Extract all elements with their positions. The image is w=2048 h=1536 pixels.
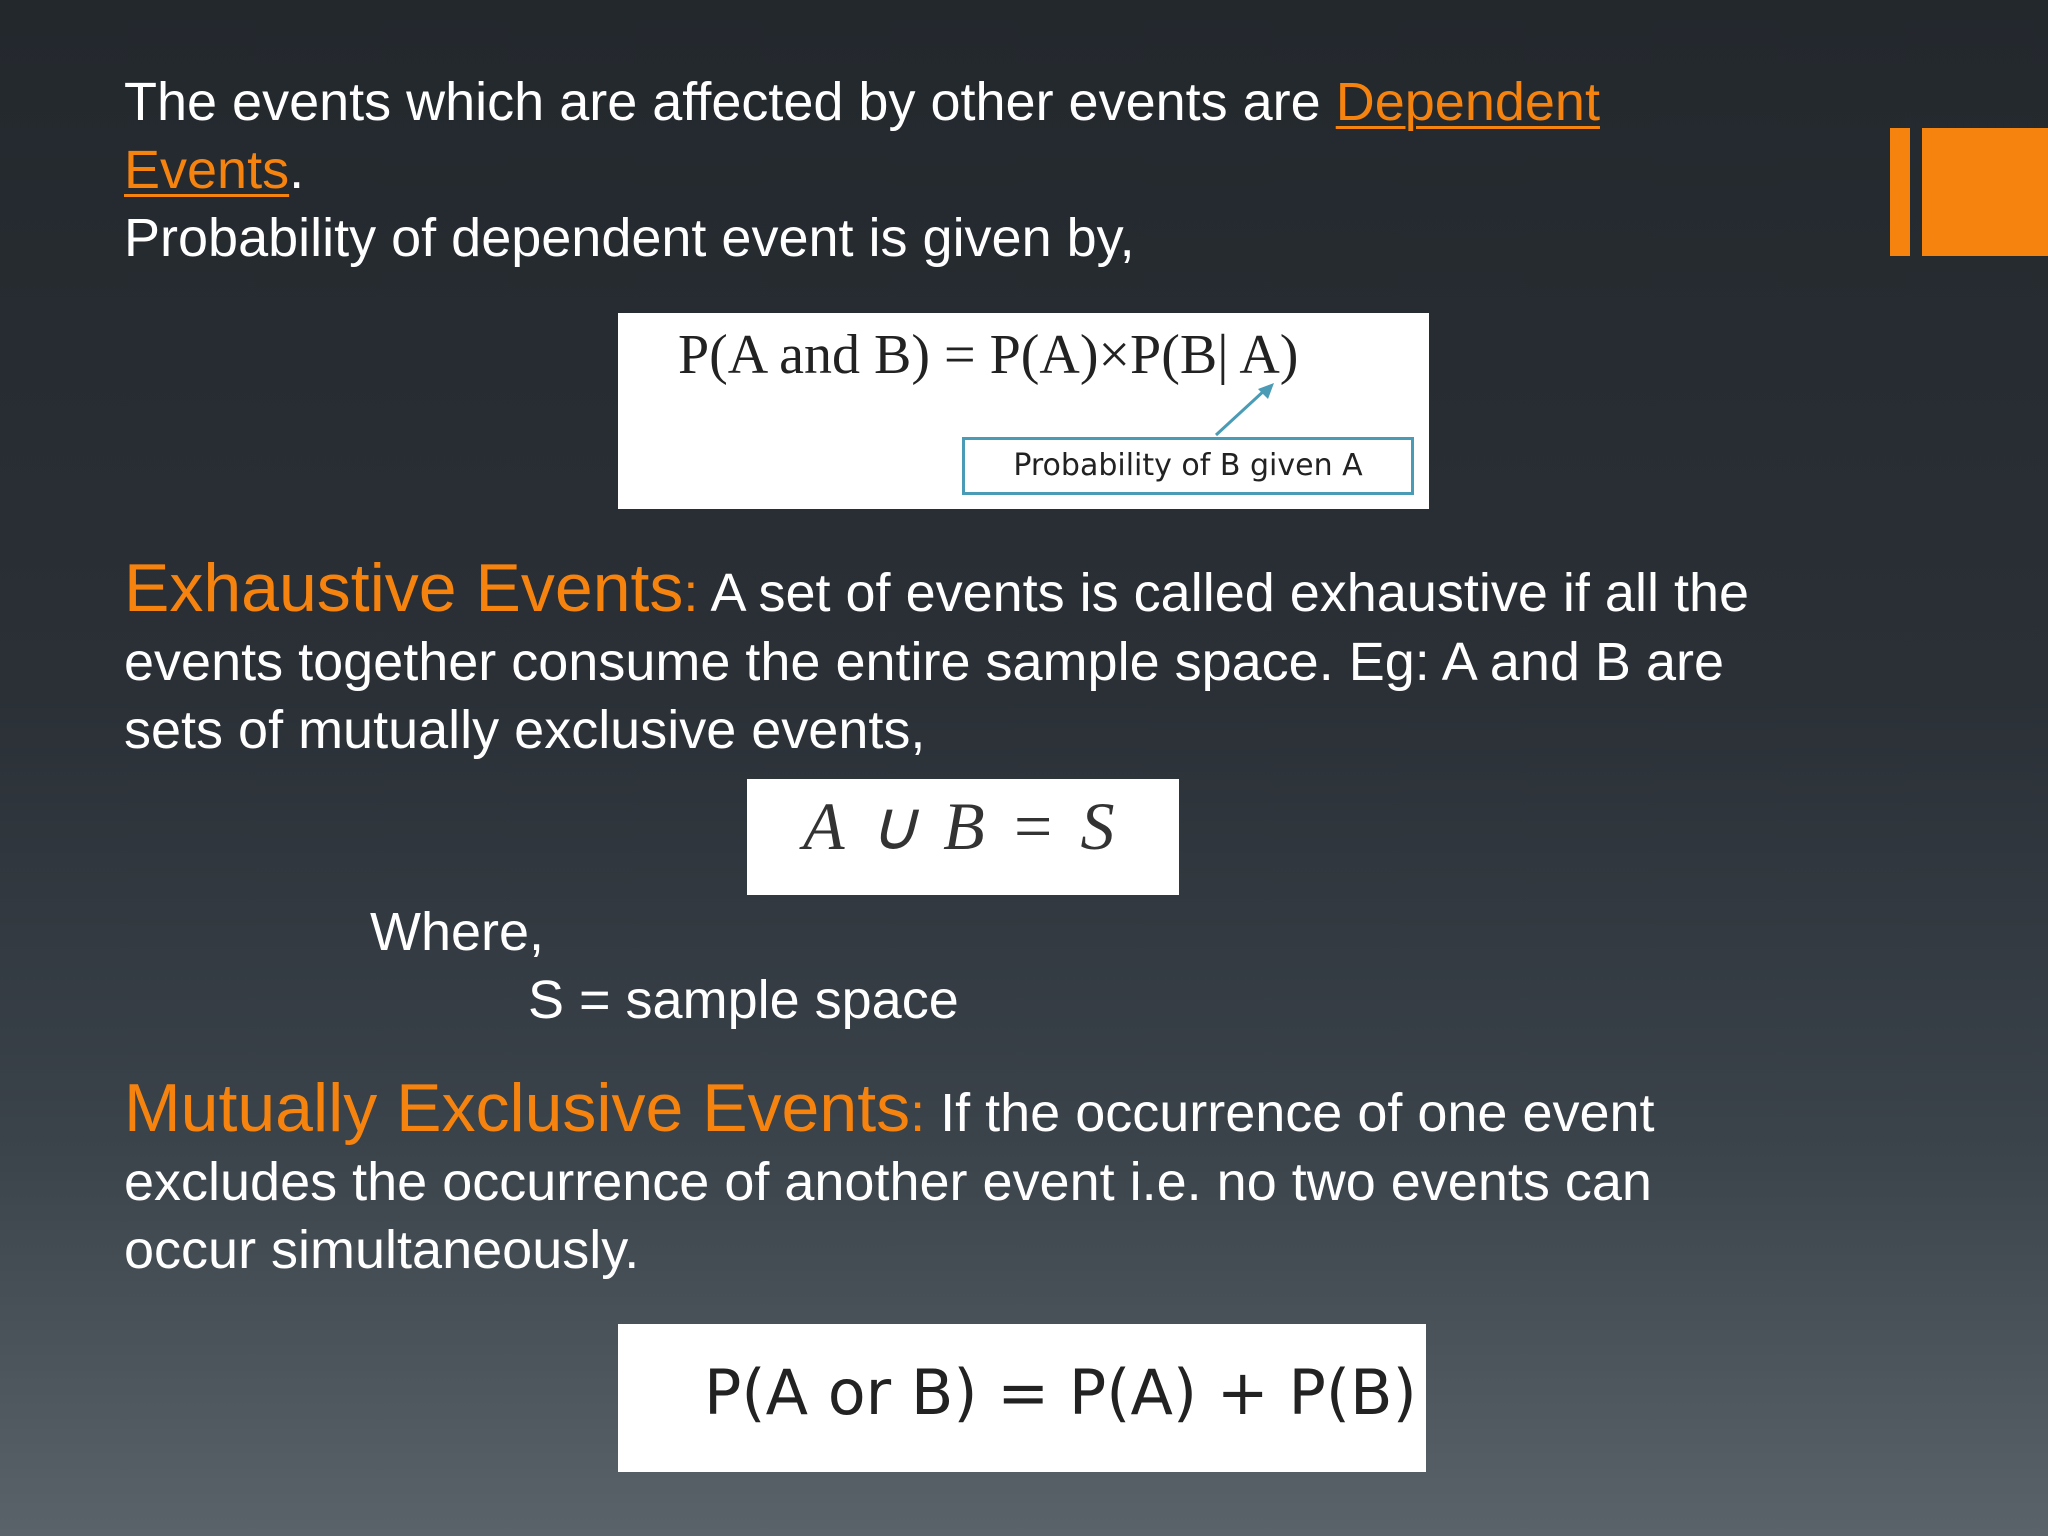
dependent-line-3: Probability of dependent event is given by, (124, 208, 1135, 268)
exhaustive-line-1 (124, 550, 1750, 627)
or-formula-box (618, 1324, 1426, 1472)
exhaustive-line-2: events together consume the entire sample space. Eg: A and B are (124, 632, 1724, 692)
accent-bar-thin (1890, 128, 1910, 256)
union-formula-equation: A ∪ B = S (803, 788, 1119, 864)
dependent-line-1 (124, 68, 1600, 136)
where-definition: S = sample space (528, 970, 959, 1030)
mutually-exclusive-colon: : (910, 1083, 926, 1143)
mutually-exclusive-line-1 (124, 1070, 1655, 1147)
where-label: Where, (370, 902, 545, 962)
exhaustive-line-3: sets of mutually exclusive events, (124, 700, 926, 760)
accent-bar-wide (1922, 128, 2048, 256)
exhaustive-heading: Exhaustive Events (124, 550, 684, 626)
dependent-formula-equation: P(A and B) = P(A)×P(B| A) (678, 324, 1299, 386)
dependent-period: . (289, 140, 305, 200)
or-formula-equation: P(A or B) = P(A) + P(B) (704, 1356, 1417, 1429)
dependent-line-2 (124, 136, 304, 204)
dependent-events-link-continued[interactable]: Events (124, 140, 290, 200)
mutually-exclusive-text-1: If the occurrence of one event (925, 1083, 1655, 1143)
dependent-intro-text: The events which are affected by other events are (124, 72, 1336, 132)
mutually-exclusive-heading: Mutually Exclusive Events (124, 1070, 911, 1146)
union-formula-box (747, 779, 1179, 895)
exhaustive-text-1: A set of events is called exhaustive if all the (698, 563, 1750, 623)
mutually-exclusive-line-3: occur simultaneously. (124, 1220, 640, 1280)
mutually-exclusive-line-2: excludes the occurrence of another event i.e. no two events can (124, 1152, 1652, 1212)
dependent-formula-box (618, 313, 1429, 509)
dependent-events-link[interactable]: Dependent (1335, 72, 1600, 132)
exhaustive-colon: : (683, 563, 699, 623)
dependent-formula-caption: Probability of B given A (962, 437, 1414, 495)
